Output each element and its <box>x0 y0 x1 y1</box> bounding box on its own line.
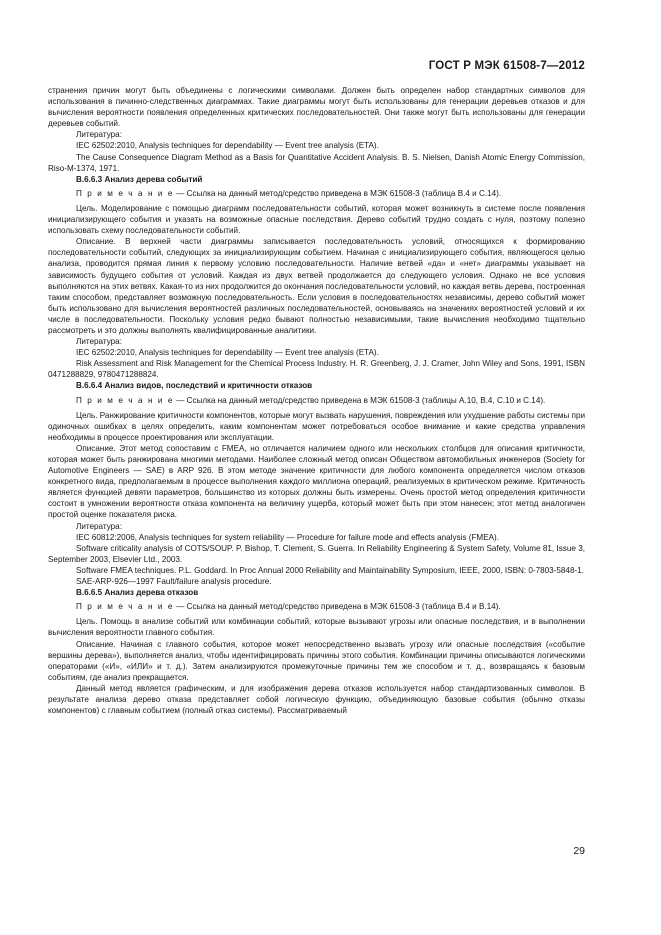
note-label: П р и м е ч а н и е <box>76 395 175 405</box>
paragraph: Литература: <box>76 130 122 140</box>
paragraph: Литература: <box>76 337 122 347</box>
note-text: — Ссылка на данный метод/средство приведена в МЭК 61508-3 (таблицы A.10, B.4, C.10 и C.14). <box>174 395 546 405</box>
note-paragraph <box>48 601 585 612</box>
paragraph: странения причин могут быть объединены с логическими символами. Должен быть определен набор стандартных символов для использования в пичинно-следственных диаграммах. Такие диаграммы могут быть использованы для генерации деревьев отказов и для вычисления вероятности появления определенных критических последовательностей. Они также могут быть использованы для генерации деревьев событий. <box>48 86 585 129</box>
note-label: П р и м е ч а н и е <box>76 602 175 612</box>
section-heading: B.6.6.3 Анализ дерева событий <box>76 174 203 184</box>
paragraph: Описание. Начиная с главного события, которое может непосредственно вызвать угрозу или опасные последствия («событие вершины дерева»), выполняется анализ, чтобы идентифицировать причины этого события. Комбинации причины описываются логическими операторами («И», «ИЛИ» и т. д.). Затем анализируются промежуточные причины тем же способом и т. д., возвращаясь к базовым событиям, где анализ прекращается. <box>48 639 585 682</box>
paragraph: IEC 60812:2006, Analysis techniques for system reliability — Procedure for failure mode and effects analysis (FMEA). <box>76 532 499 542</box>
section-heading: B.6.6.4 Анализ видов, последствий и критичности отказов <box>76 381 313 391</box>
page-header-standard: ГОСТ Р МЭК 61508-7—2012 <box>428 60 585 72</box>
note-text: — Ссылка на данный метод/средство приведена в МЭК 61508-3 (таблица B.4 и B.14). <box>174 602 501 612</box>
paragraph: Цель. Помощь в анализе событий или комбинации событий, которые вызывают угрозы или опасные последствия, и в выполнении вычисления вероятности главного события. <box>48 617 585 638</box>
note-label: П р и м е ч а н и е <box>76 188 175 198</box>
paragraph: Данный метод является графическим, и для изображения дерева отказов используется набор стандартизованных символов. В результате анализа дерево отказа представляет собой логическую функцию, объединяющую базовые события (обычно отказы компонентов) с главным событием (полный отказ системы). Рассматриваемый <box>48 683 585 716</box>
note-text: — Ссылка на данный метод/средство приведена в МЭК 61508-3 (таблица B.4 и C.14). <box>174 188 502 198</box>
paragraph: Описание. Этот метод сопоставим с FMEA, но отличается наличием одного или нескольких столбцов для описания критичности, которая может быть ранжирована многими методами. Наиболее сложный метод описан Обществом автомобильных инженеров (Society for Automotive Engineers — SAE) в ARP 926. В этом методе значение критичности для любого компонента определяется числом отказов конкретного вида, предполагаемым в процессе выполнения каждого миллиона операций, реализуемых в критическом режиме. Критичность является функцией девяти параметров, большинство из которых должны быть измерены. Очень простой метод определения критичности состоит в умножении вероятности отказа компонента на величину ущерба, который может быть при этом нанесен; этот метод аналогичен простой оценке показателя риска. <box>48 443 585 520</box>
document-body <box>48 85 585 716</box>
paragraph: Описание. В верхней части диаграммы записывается последовательность условий, относящихся к формированию последовательности событий, следующих за инициализирующим событием. Начиная с инициализирующего события, являющегося целью анализа, проводится прямая линия к первому условию последовательности. Наличие ветвей «да» и «нет» диаграммы указывает на зависимость будущего события от условий. Каждая из двух ветвей продолжается до следующего условия. Однако не все условия выполняются на этих ветвях. Какая-то из них продолжится до окончания последовательности условий, но каждая ветвь дерева, построенная таким способом, представляет возможную последовательность. Если условия в последовательностях независимы, дерево событий может быть использовано для вычисления вероятностей различных последовательностей, основываясь на значениях вероятностей условий и их числе в последовательности. Поскольку условия редко бывают полностью независимыми, такие вычисления необходимо тщательно рассмотреть и это должны выполнять квалифицированные аналитики. <box>48 237 585 335</box>
paragraph: Цель. Ранжирование критичности компонентов, которые могут вызвать нарушения, повреждения или ухудшение работы системы при одиночных ошибках в целях определить, каким компонентам может потребоваться особое внимание и какие средства управления необходимы в процессе проектирования или эксплуатации. <box>48 410 585 442</box>
paragraph: Цель. Моделирование с помощью диаграмм последовательности событий, которая может возникнуть в системе после появления инициализирующего события и указать на возможные опасные последствия. Дерево событий трудно создать с нуля, поэтому полезно использовать схему последовательности событий. <box>48 203 585 236</box>
paragraph: The Cause Consequence Diagram Method as a Basis for Quantitative Accident Analysis. B. S. Nielsen, Danish Atomic Energy Commission, Riso-M-1374, 1971. <box>48 152 585 173</box>
page-number: 29 <box>573 845 585 857</box>
paragraph: IEC 62502:2010, Analysis techniques for dependability — Event tree analysis (ETA). <box>76 141 379 151</box>
note-paragraph <box>48 188 585 199</box>
section-heading: B.6.6.5 Анализ дерева отказов <box>76 588 199 598</box>
paragraph: IEC 62502:2010, Analysis techniques for dependability — Event tree analysis (ETA). <box>76 348 379 358</box>
note-paragraph <box>48 395 585 406</box>
paragraph: Литература: <box>76 521 122 531</box>
paragraph: Software FMEA techniques. P.L. Goddard. In Proc Annual 2000 Reliability and Maintainability Symposium, IEEE, 2000, ISBN: 0-7803-5848-1. <box>76 565 584 575</box>
paragraph: Risk Assessment and Risk Management for the Chemical Process Industry. H. R. Greenberg, J. J. Cramer, John Wiley and Sons, 1991, ISBN 0471288829, 9780471288824. <box>48 359 585 380</box>
paragraph: Software criticality analysis of COTS/SOUP. P. Bishop, T. Clement, S. Guerra. In Reliability Engineering & System Safety, Volume 81, Issue 3, September 2003, Elsevier Ltd., 2003. <box>48 543 585 564</box>
paragraph: SAE-ARP-926—1997 Fault/failure analysis procedure. <box>76 577 272 587</box>
